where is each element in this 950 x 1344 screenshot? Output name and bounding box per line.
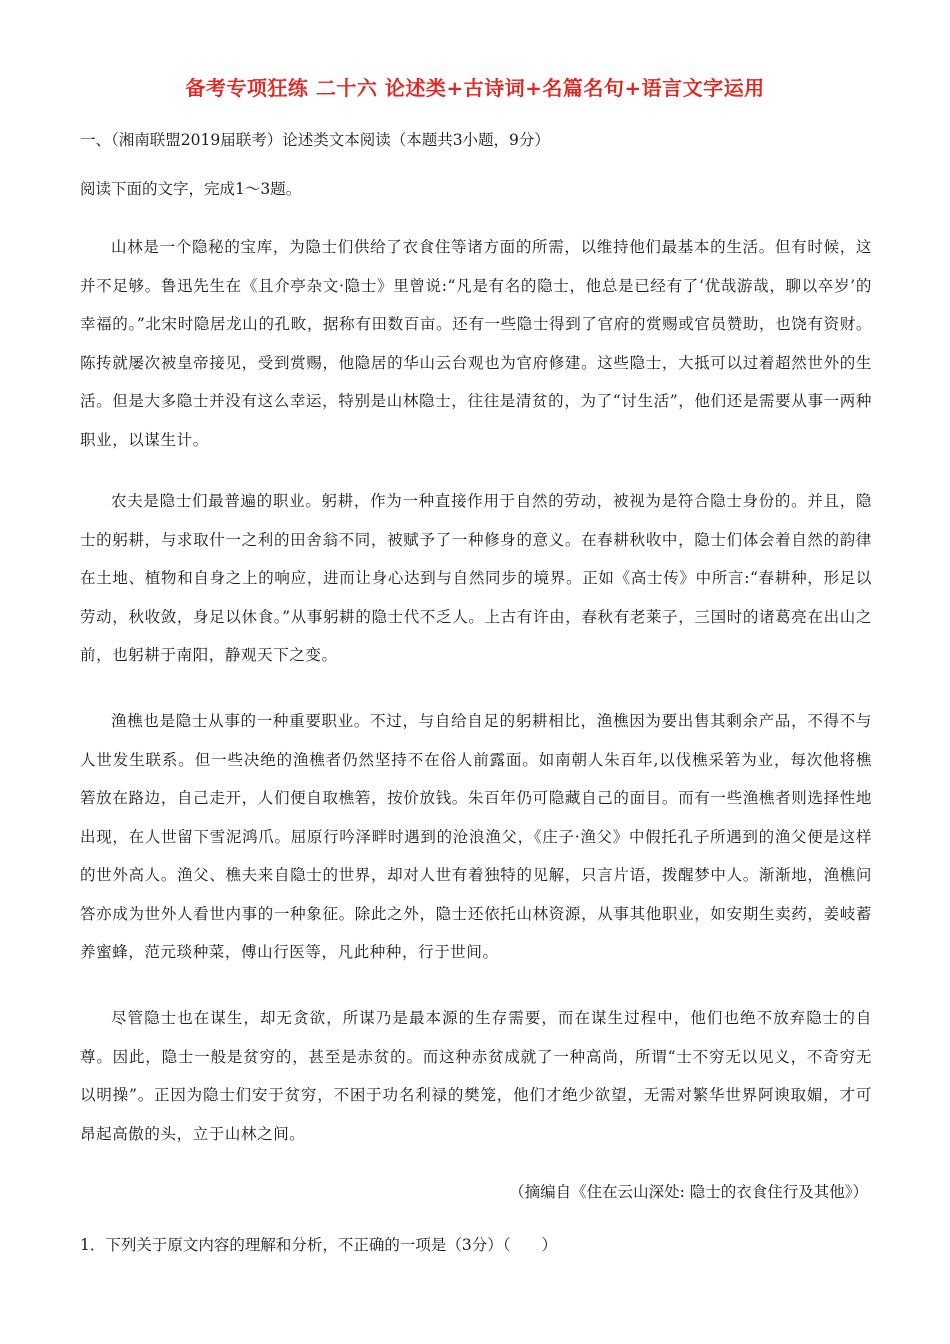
passage-paragraph-3: 渔樵也是隐士从事的一种重要职业。不过，与自给自足的躬耕相比，渔樵因为要出售其剩余产品，不得不与人世发生联系。但一些决绝的渔樵者仍然坚持不在俗人前露面。如南朝人朱百年,以伐樵采箬为业，每次他将樵箬放在路边，自己走开，人们便自取樵箬，按价放钱。朱百年仍可隐藏自己的面目。而有一些渔樵者则选择性地出现，在人世留下雪泥鸿爪。屈原行吟泽畔时遇到的沧浪渔父，《庄子·渔父》中假托孔子所遇到的渔父便是这样的世外高人。渔父、樵夫来自隐士的世界，却对人世有着独特的见解，只言片语，拨醒梦中人。渐渐地，渔樵问答亦成为世外人看世内事的一种象征。除此之外，隐士还依托山林资源，从事其他职业，如安期生卖药，姜岐蓄养蜜蜂，范元琰种菜，傅山行医等，凡此种种，行于世间。	[80, 712, 872, 961]
passage-paragraph-1: 山林是一个隐秘的宝库，为隐士们供给了衣食住等诸方面的所需，以维持他们最基本的生活。但有时候，这并不足够。鲁迅先生在《且介亭杂文·隐士》里曾说:“凡是有名的隐士，他总是已经有了‘优哉游哉，聊以卒岁’的幸福的。”北宋时隐居龙山的孔畋，据称有田数百亩。还有一些隐士得到了官府的赏赐或官员赞助，也饶有资财。陈抟就屡次被皇帝接见，受到赏赐，他隐居的华山云台观也为官府修建。这些隐士，大抵可以过着超然世外的生活。但是大多隐士并没有这么幸运，特别是山林隐士，往往是清贫的，为了“讨生活”，他们还是需要从事一两种职业，以谋生计。	[80, 238, 872, 449]
section-heading: 一、（湘南联盟2019届联考）论述类文本阅读（本题共3小题，9分）	[80, 131, 550, 149]
reading-instruction: 阅读下面的文字，完成1～3题。	[80, 180, 302, 198]
passage-source: （摘编自《住在云山深处: 隐士的衣食住行及其他》）	[509, 1183, 868, 1201]
question-1-stem: 1．下列关于原文内容的理解和分析，不正确的一项是（3分）（ ）	[80, 1236, 557, 1254]
document-title: 备考专项狂练 二十六 论述类+古诗词+名篇名句+语言文字运用	[185, 76, 765, 100]
passage-paragraph-4: 尽管隐士也在谋生，却无贪欲，所谋乃是最本源的生存需要，而在谋生过程中，他们也绝不放弃隐士的自尊。因此，隐士一般是贫穷的，甚至是赤贫的。而这种赤贫成就了一种高尚，所谓“士不穷无以见义，不奇穷无以明操”。正因为隐士们安于贫穷，不困于功名利禄的樊笼，他们才绝少欲望，无需对繁华世界阿谀取媚，才可昂起高傲的头，立于山林之间。	[80, 1009, 872, 1143]
passage-paragraph-2: 农夫是隐士们最普遍的职业。躬耕，作为一种直接作用于自然的劳动，被视为是符合隐士身份的。并且，隐士的躬耕，与求取什一之利的田舍翁不同，被赋予了一种修身的意义。在春耕秋收中，隐士们体会着自然的韵律在土地、植物和自身之上的响应，进而让身心达到与自然同步的境界。正如《高士传》中所言:“春耕种，形足以劳动，秋收敛，身足以休食。”从事躬耕的隐士代不乏人。上古有许由，春秋有老莱子，三国时的诸葛亮在出山之前，也躬耕于南阳，静观天下之变。	[80, 492, 872, 664]
